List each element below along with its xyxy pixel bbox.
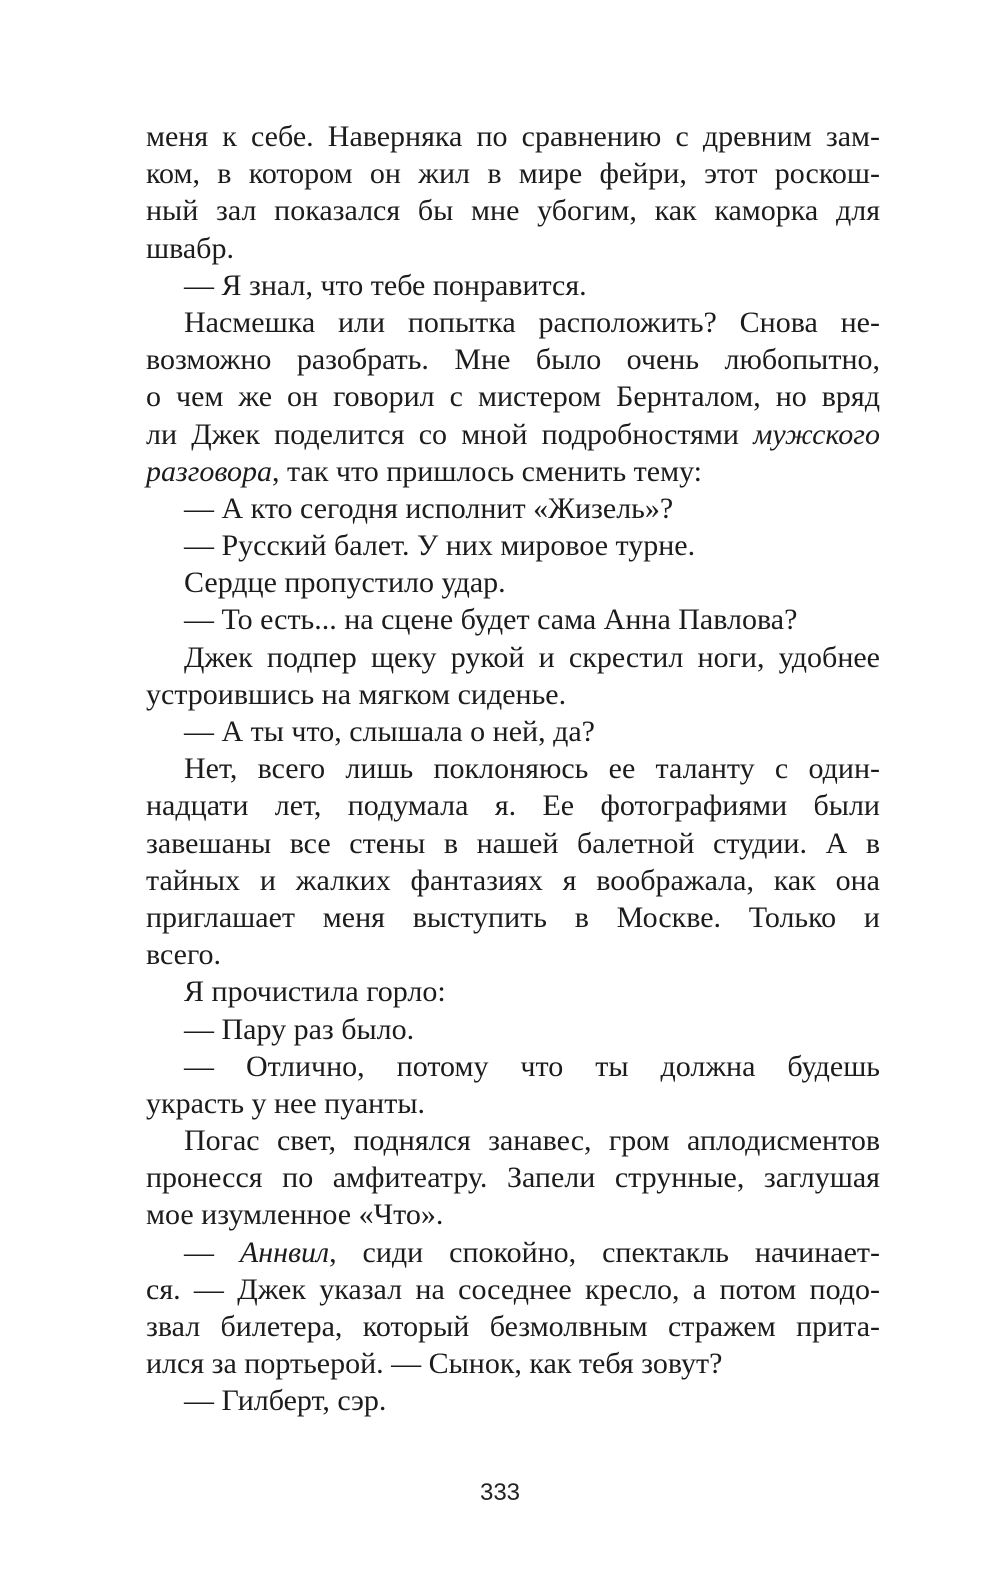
text-line: Я прочистила горло: — [184, 975, 446, 1009]
text-line: — А кто сегодня исполнит «Жизель»? — [184, 491, 674, 525]
text-fragment: , сиди спокойно, спектакль начинает- — [329, 1235, 881, 1269]
text-line: всего. — [146, 938, 222, 972]
text-line: — Я знал, что тебе понравится. — [184, 268, 587, 302]
book-page-text — [146, 118, 880, 1420]
text-line: — А ты что, слышала о ней, да? — [184, 715, 595, 748]
page-number: 333 — [479, 1479, 521, 1506]
text-line — [146, 453, 880, 490]
text-line: приглашает меня выступить в Москве. Только и — [146, 900, 880, 934]
text-line: Нет, всего лишь поклоняюсь ее таланту с один- — [184, 752, 880, 786]
text-line: — Отлично, потому что ты должна будешь — [184, 1049, 880, 1083]
text-line: ся. — Джек указал на соседнее кресло, а потом подо- — [146, 1272, 880, 1306]
text-line: устроившись на мягком сиденье. — [146, 677, 567, 711]
text-line: — Пару раз было. — [184, 1012, 415, 1046]
text-line — [146, 1234, 880, 1271]
text-line: меня к себе. Наверняка по сравнению с древним зам- — [146, 120, 880, 153]
text-line: ился за портьерой. — Сынок, как тебя зовут? — [146, 1347, 723, 1381]
text-line: Джек подпер щеку рукой и скрестил ноги, удобнее — [184, 640, 880, 674]
text-line — [146, 416, 880, 453]
text-line: украсть у нее пуанты. — [146, 1086, 425, 1120]
text-line: — Гилберт, сэр. — [184, 1384, 387, 1418]
text-line: Погас свет, поднялся занавес, гром аплодисментов — [184, 1124, 880, 1158]
text-line: мое изумленное «Что». — [146, 1198, 444, 1232]
text-line: швабр. — [146, 231, 234, 265]
text-line: завешаны все стены в нашей балетной студии. А в — [146, 826, 880, 860]
text-line: пронесся по амфитеатру. Запели струнные, заглушая — [146, 1161, 880, 1195]
text-line: — Русский балет. У них мировое турне. — [184, 529, 696, 563]
text-line: звал билетера, который безмолвным стражем прита- — [146, 1310, 880, 1343]
text-line: возможно разобрать. Мне было очень любопытно, — [146, 343, 880, 377]
text-line: Сердце пропустило удар. — [184, 566, 506, 600]
text-fragment: , так что пришлось сменить тему: — [272, 454, 703, 488]
text-line: ком, в котором он жил в мире фейри, этот роскош- — [146, 157, 880, 191]
italic-text: разговора — [146, 454, 273, 488]
text-line: ный зал показался бы мне убогим, как каморка для — [146, 194, 880, 228]
text-fragment: — — [184, 1235, 240, 1269]
text-line: Насмешка или попытка расположить? Снова не- — [184, 305, 880, 339]
italic-text: Аннвил — [239, 1235, 330, 1269]
text-line: тайных и жалких фантазиях я воображала, как она — [146, 863, 880, 897]
text-line: — То есть... на сцене будет сама Анна Павлова? — [184, 603, 798, 637]
text-line: о чем же он говорил с мистером Бернталом, но вряд — [146, 380, 880, 414]
italic-text: мужского — [753, 417, 880, 451]
text-fragment: ли Джек поделится со мной подробностями — [146, 417, 754, 451]
text-line: надцати лет, подумала я. Ее фотографиями были — [146, 789, 880, 823]
